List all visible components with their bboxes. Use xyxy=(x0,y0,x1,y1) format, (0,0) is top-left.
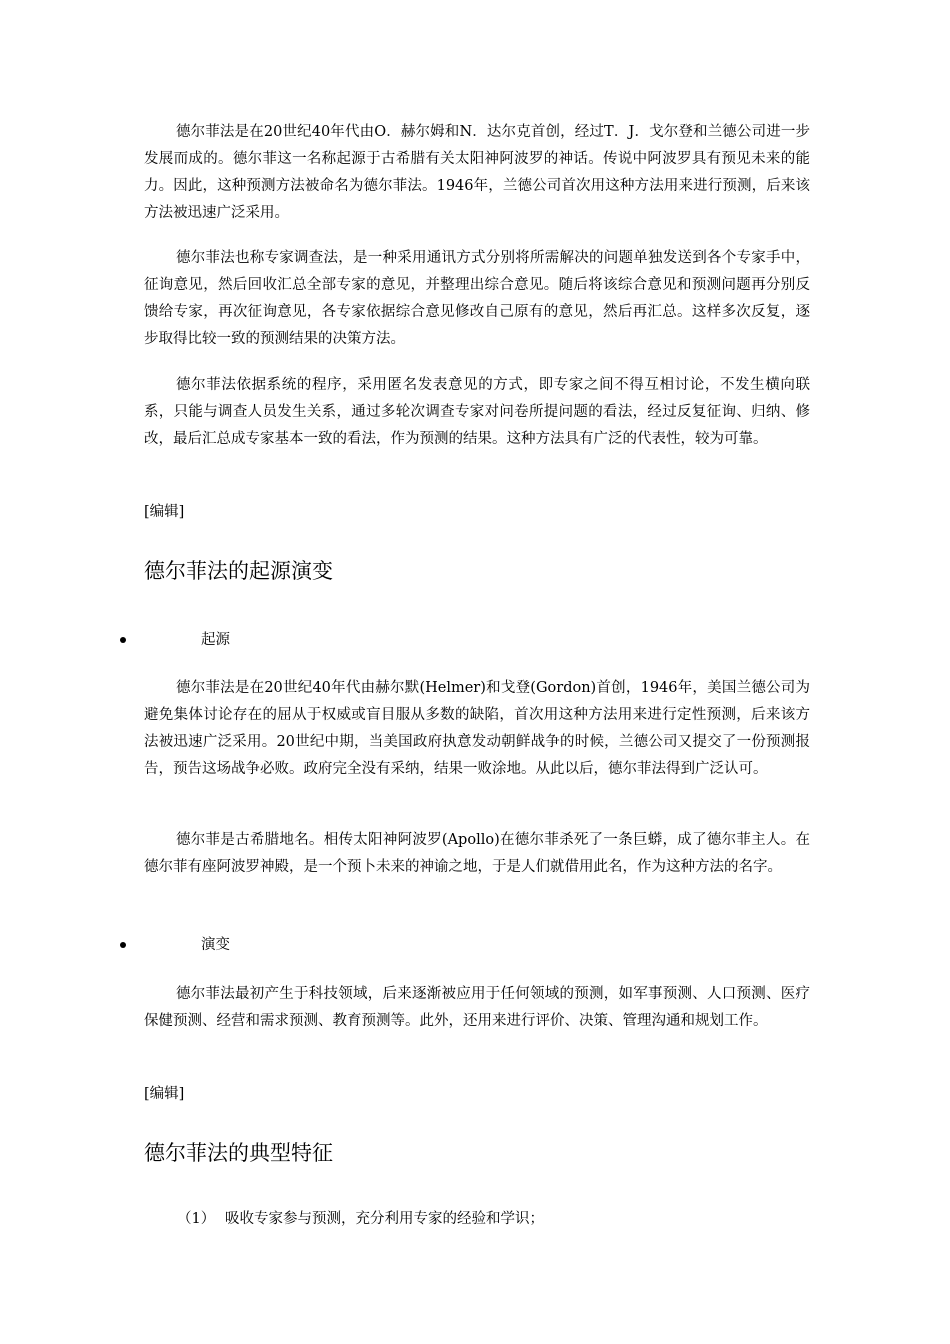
paragraph-evolution xyxy=(144,981,810,1035)
paragraph-origin-history xyxy=(144,675,810,783)
paragraph-procedure xyxy=(144,372,810,453)
paragraph-text: 德尔菲法最初产生于科技领域，后来逐渐被应用于任何领域的预测，如军事预测、人口预测、医疗保健预测、经营和需求预测、教育预测等。此外，还用来进行评价、决策、管理沟通和规划工作。 xyxy=(144,986,810,1029)
bullet-icon xyxy=(120,942,126,948)
paragraph-text: 德尔菲法依据系统的程序，采用匿名发表意见的方式，即专家之间不得互相讨论，不发生横向联系，只能与调查人员发生关系，通过多轮次调查专家对问卷所提问题的看法，经过反复征询、归纳、修改，最后汇总成专家基本一致的看法，作为预测的结果。这种方法具有广泛的代表性，较为可靠。 xyxy=(144,377,810,447)
edit-link-text[interactable]: [编辑] xyxy=(144,504,185,520)
list-item xyxy=(177,1208,777,1230)
paragraph-definition xyxy=(144,245,810,353)
paragraph-intro xyxy=(144,119,810,227)
section-heading-origin xyxy=(144,556,810,586)
paragraph-text: 德尔菲法是在20世纪40年代由赫尔默(Helmer)和戈登(Gordon)首创，1946年，美国兰德公司为避免集体讨论存在的屈从于权威或盲目服从多数的缺陷，首次用这种方法用来进行定性预测，后来该方法被迅速广泛采用。20世纪中期，当美国政府执意发动朝鲜战争的时候，兰德公司又提交了一份预测报告，预告这场战争必败。政府完全没有采纳，结果一败涂地。从此以后，德尔菲法得到广泛认可。 xyxy=(144,680,810,777)
edit-link-text[interactable]: [编辑] xyxy=(144,1086,185,1102)
bullet-label: 起源 xyxy=(201,632,230,648)
bullet-item-evolution xyxy=(120,934,420,958)
paragraph-text: 德尔菲法也称专家调查法，是一种采用通讯方式分别将所需解决的问题单独发送到各个专家手中，征询意见，然后回收汇总全部专家的意见，并整理出综合意见。随后将该综合意见和预测问题再分别反馈给专家，再次征询意见，各专家依据综合意见修改自己原有的意见，然后再汇总。这样多次反复，逐步取得比较一致的预测结果的决策方法。 xyxy=(144,250,810,347)
edit-link-2[interactable] xyxy=(144,1084,810,1104)
paragraph-origin-name xyxy=(144,827,810,881)
edit-link-1[interactable] xyxy=(144,502,810,522)
paragraph-text: 德尔菲是古希腊地名。相传太阳神阿波罗(Apollo)在德尔菲杀死了一条巨蟒，成了德尔菲主人。在德尔菲有座阿波罗神殿，是一个预卜未来的神谕之地，于是人们就借用此名，作为这种方法的名字。 xyxy=(144,832,810,875)
heading-text: 德尔菲法的典型特征 xyxy=(144,1141,333,1165)
bullet-icon xyxy=(120,637,126,643)
paragraph-text: 德尔菲法是在20世纪40年代由O．赫尔姆和N．达尔克首创，经过T．J．戈尔登和兰德公司进一步发展而成的。德尔菲这一名称起源于古希腊有关太阳神阿波罗的神话。传说中阿波罗具有预见未来的能力。因此，这种预测方法被命名为德尔菲法。1946年，兰德公司首次用这种方法用来进行预测，后来该方法被迅速广泛采用。 xyxy=(144,124,810,221)
heading-text: 德尔菲法的起源演变 xyxy=(144,559,333,583)
bullet-label: 演变 xyxy=(201,937,230,953)
list-item-text: 吸收专家参与预测，充分利用专家的经验和学识； xyxy=(225,1211,544,1227)
section-heading-features xyxy=(144,1138,810,1168)
bullet-item-origin xyxy=(120,629,420,653)
list-item-number: （1） xyxy=(177,1211,216,1227)
